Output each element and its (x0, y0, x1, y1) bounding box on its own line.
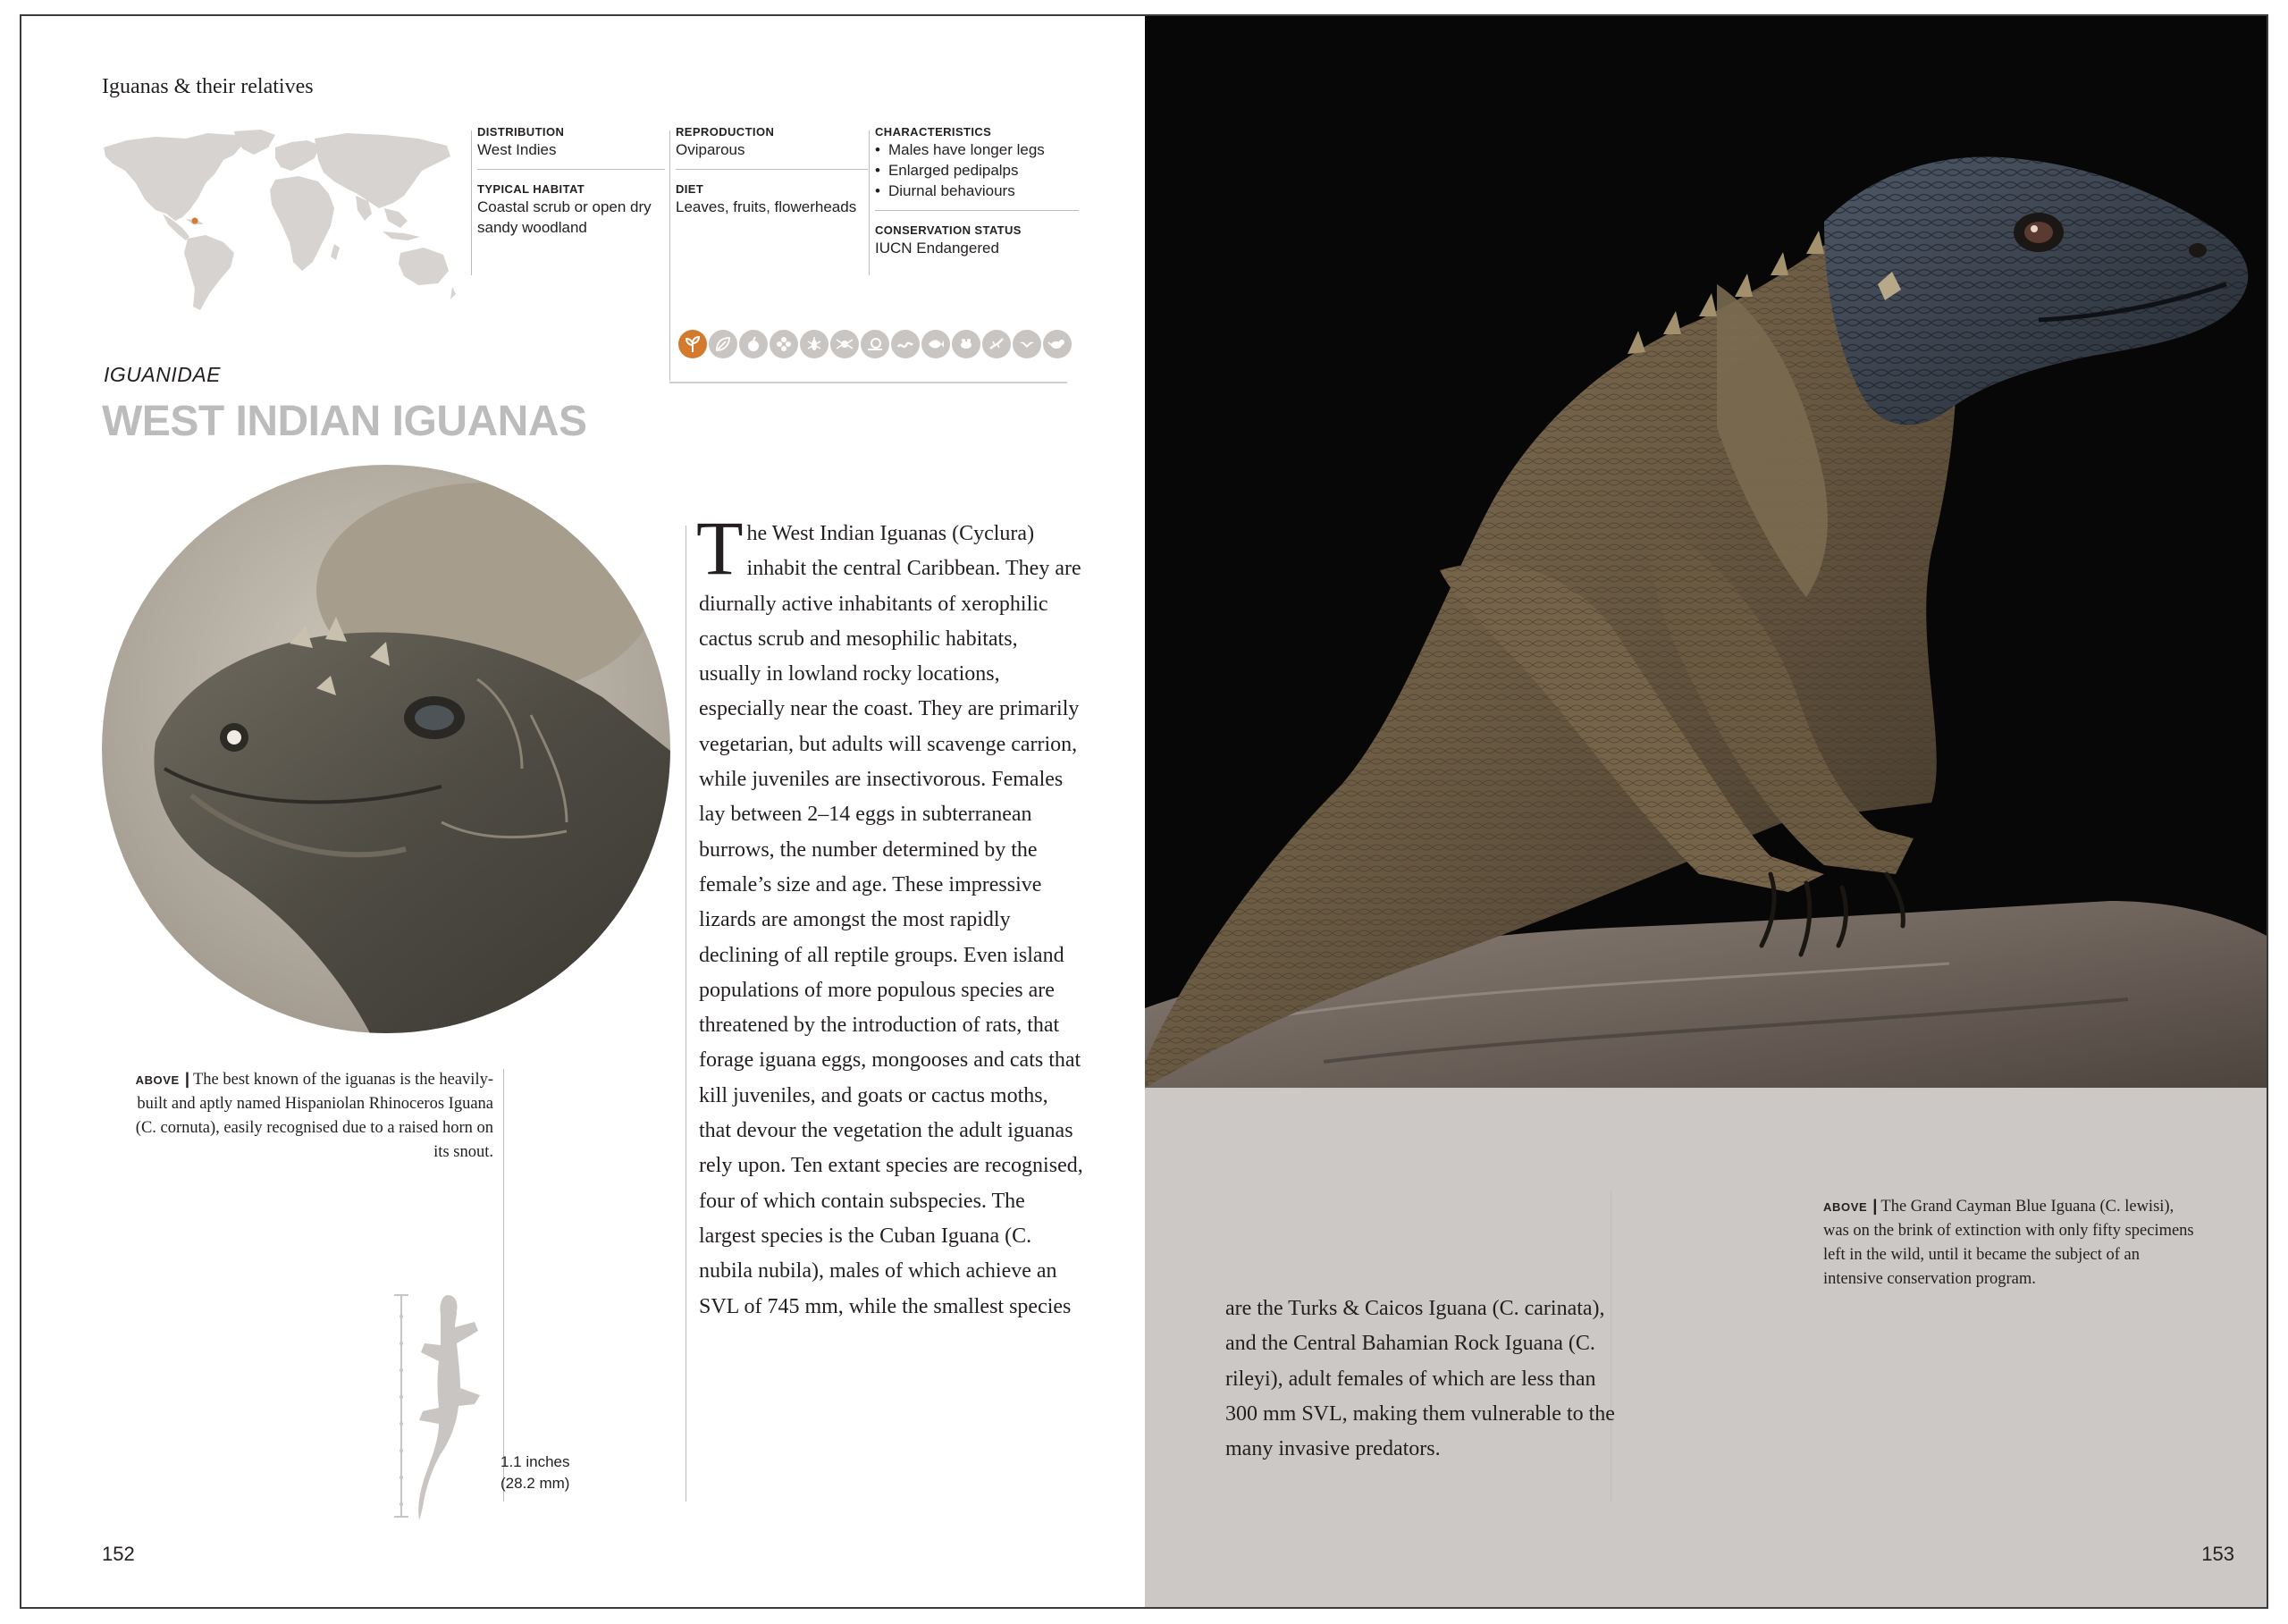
caption-tag: ABOVE (1823, 1200, 1868, 1214)
plant-icon (678, 330, 707, 358)
characteristic-item: • Males have longer legs (875, 139, 1079, 160)
caption-divider (503, 1069, 504, 1502)
size-label (500, 1452, 570, 1494)
page-title: WEST INDIAN IGUANAS (102, 398, 587, 445)
facts-column-1 (477, 125, 665, 238)
worm-icon (891, 330, 920, 358)
caption-separator: | (1872, 1196, 1878, 1215)
diet-value: Leaves, fruits, flowerheads (676, 198, 857, 215)
leaf-icon (709, 330, 737, 358)
characteristic-item: • Diurnal behaviours (875, 181, 1079, 201)
characteristic-item: • Enlarged pedipalps (875, 160, 1079, 181)
distribution-value: West Indies (477, 141, 557, 158)
mammal-icon (1043, 330, 1072, 358)
running-head: Iguanas & their relatives (102, 75, 314, 98)
facts-column-3 (875, 125, 1079, 258)
size-mm: (28.2 mm) (500, 1475, 570, 1492)
fact-separator (477, 169, 665, 170)
distribution-map (100, 128, 458, 316)
photo-caption-left (120, 1066, 493, 1165)
fruit-icon (739, 330, 768, 358)
icons-underline (669, 382, 1067, 383)
diet-icon-strip (678, 330, 1072, 358)
caption-separator: | (184, 1069, 189, 1088)
rhinoceros-iguana-photo (102, 465, 670, 1033)
lizard-icon (982, 330, 1011, 358)
family-name: IGUANIDAE (104, 363, 222, 386)
insect-icon (800, 330, 829, 358)
page-number-right: 153 (2201, 1543, 2234, 1565)
fact-divider (869, 130, 870, 275)
caption-text: The Grand Cayman Blue Iguana (C. lewisi), was on the brink of extinction with only fifty specimens left in the wild, until it became the subject of an intensive conservation program. (1823, 1198, 2194, 1288)
photo-caption-right (1823, 1193, 2199, 1292)
characteristics-list (875, 139, 1079, 201)
characteristics-label: CHARACTERISTICS (875, 125, 992, 139)
book-spread (20, 14, 2268, 1609)
flower-icon (770, 330, 798, 358)
distribution-label: DISTRIBUTION (477, 125, 565, 139)
frog-icon (952, 330, 980, 358)
fact-divider (471, 130, 472, 275)
fact-separator (875, 210, 1079, 211)
body-text-column-2: are the Turks & Caicos Iguana (C. carinata), and the Central Bahamian Rock Iguana (C. rileyi), adult females of which are less than 300 mm SVL, making them vulnerable to the many invasive predators. (1225, 1297, 1615, 1461)
size-silhouette (374, 1290, 500, 1522)
fact-separator (676, 169, 868, 170)
reproduction-label: REPRODUCTION (676, 125, 775, 139)
distribution-marker (192, 218, 198, 224)
fact-divider (669, 130, 670, 381)
spider-icon (830, 330, 859, 358)
caption-text: The best known of the iguanas is the heavily-built and aptly named Hispaniolan Rhinoceros Iguana (C. cornuta), easily recognised due to a raised horn on its snout. (135, 1071, 493, 1161)
habitat-label: TYPICAL HABITAT (477, 182, 585, 196)
left-page (21, 16, 1145, 1607)
snail-icon (861, 330, 889, 358)
size-inches: 1.1 inches (500, 1453, 570, 1470)
drop-cap: T (696, 505, 744, 591)
habitat-value: Coastal scrub or open dry sandy woodland (477, 198, 652, 236)
right-page (1145, 16, 2268, 1607)
body-text-column-1 (696, 505, 1083, 1325)
fish-icon (921, 330, 950, 358)
facts-column-2 (676, 125, 868, 217)
bird-icon (1013, 330, 1041, 358)
body-text: he West Indian Iguanas (Cyclura) inhabit the central Caribbean. They are diurnally active inhabitants of xerophilic cactus scrub and mesophilic habitats, usually in lowland rocky locations, especially near the coast. They are primarily vegetarian, but adults will scavenge carrion, while juveniles are insectivorous. Females lay between 2–14 eggs in subterranean burrows, the number determined by the female’s size and age. These impressive lizards are amongst the most rapidly declining of all reptile groups. Even island populations of more populous species are threatened by the introduction of rats, that forage iguana eggs, mongooses and cats that kill juveniles, and goats or cactus moths, that devour the vegetation the adult iguanas rely upon. Ten extant species are recognised, four of which contain subspecies. The largest species is the Cuban Iguana (C. nubila nubila), males of which achieve an SVL of 745 mm, while the smallest species (699, 522, 1083, 1318)
diet-label: DIET (676, 182, 704, 196)
conservation-label: CONSERVATION STATUS (875, 223, 1022, 237)
reproduction-value: Oviparous (676, 141, 745, 158)
page-number-left: 152 (102, 1543, 135, 1565)
blue-iguana-photo (1145, 16, 2268, 1088)
conservation-value: IUCN Endangered (875, 240, 999, 257)
caption-tag: ABOVE (135, 1073, 180, 1087)
